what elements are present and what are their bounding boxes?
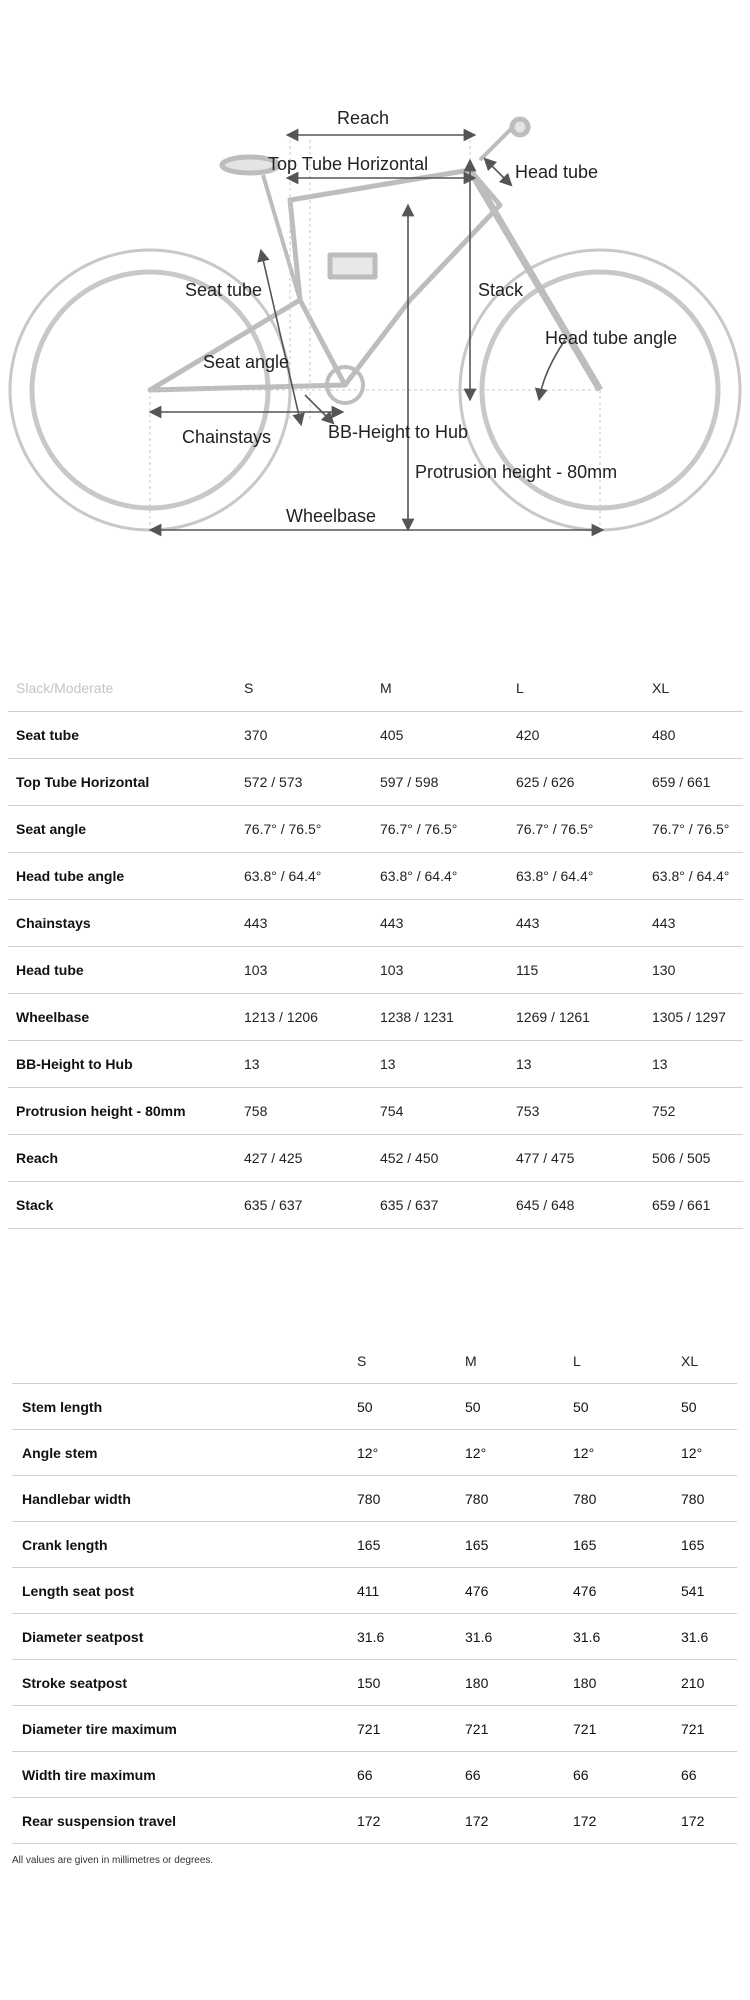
table-corner-label [12,1338,347,1384]
table-cell: 1269 / 1261 [508,994,644,1041]
row-label: Rear suspension travel [12,1798,347,1844]
table-cell: 572 / 573 [236,759,372,806]
table-cell: 443 [644,900,743,947]
table-cell: 76.7° / 76.5° [236,806,372,853]
table-cell: 597 / 598 [372,759,508,806]
table-cell: 12° [347,1430,455,1476]
table-cell: 480 [644,712,743,759]
table-cell: 452 / 450 [372,1135,508,1182]
table-cell: 115 [508,947,644,994]
label-bb-height-to-hub: BB-Height to Hub [328,422,469,442]
table-cell: 753 [508,1088,644,1135]
table-cell: 443 [508,900,644,947]
table-row [8,1041,743,1088]
table-cell: 411 [347,1568,455,1614]
table-cell: 63.8° / 64.4° [236,853,372,900]
table-row [12,1522,737,1568]
table-cell: 405 [372,712,508,759]
table-cell: 50 [563,1384,671,1430]
table-cell: 635 / 637 [372,1182,508,1229]
table-cell: 758 [236,1088,372,1135]
table-cell: 76.7° / 76.5° [372,806,508,853]
table-cell: 63.8° / 64.4° [372,853,508,900]
table-cell: 150 [347,1660,455,1706]
table-cell: 165 [563,1522,671,1568]
row-label: Stack [8,1182,236,1229]
table-cell: 506 / 505 [644,1135,743,1182]
row-label: Reach [8,1135,236,1182]
table-cell: 50 [347,1384,455,1430]
label-seat-angle: Seat angle [203,352,290,372]
table-cell: 420 [508,712,644,759]
table-header-row [12,1338,737,1384]
size-header-s: S [236,665,372,712]
table-cell: 752 [644,1088,743,1135]
table-cell: 721 [671,1706,737,1752]
row-label: Stroke seatpost [12,1660,347,1706]
table-cell: 635 / 637 [236,1182,372,1229]
table-cell: 63.8° / 64.4° [508,853,644,900]
row-label: Head tube angle [8,853,236,900]
size-header-xl: XL [671,1338,737,1384]
table-cell: 721 [347,1706,455,1752]
size-header-m: M [455,1338,563,1384]
table-cell: 476 [563,1568,671,1614]
size-header-m: M [372,665,508,712]
table-cell: 13 [372,1041,508,1088]
table-corner-label: Slack/Moderate [8,665,236,712]
table-cell: 103 [236,947,372,994]
label-protrusion-height: Protrusion height - 80mm [415,462,618,482]
table-row [8,900,743,947]
label-top-tube-horizontal: Top Tube Horizontal [268,154,429,174]
bike-geometry-diagram [0,0,750,560]
table-cell: 427 / 425 [236,1135,372,1182]
label-reach: Reach [337,108,390,128]
table-cell: 780 [671,1476,737,1522]
row-label: Head tube [8,947,236,994]
table-cell: 625 / 626 [508,759,644,806]
label-stack: Stack [478,280,524,300]
table-cell: 1305 / 1297 [644,994,743,1041]
table-cell: 12° [563,1430,671,1476]
table-cell: 66 [455,1752,563,1798]
table-cell: 443 [236,900,372,947]
table-cell: 476 [455,1568,563,1614]
row-label: Stem length [12,1384,347,1430]
table-cell: 31.6 [671,1614,737,1660]
row-label: Angle stem [12,1430,347,1476]
table-cell: 541 [671,1568,737,1614]
table-cell: 50 [671,1384,737,1430]
table-cell: 659 / 661 [644,1182,743,1229]
components-table [12,1338,737,1844]
table-row [12,1660,737,1706]
table-cell: 50 [455,1384,563,1430]
row-label: Chainstays [8,900,236,947]
table-cell: 31.6 [563,1614,671,1660]
table-cell: 31.6 [347,1614,455,1660]
table-cell: 210 [671,1660,737,1706]
row-label: Width tire maximum [12,1752,347,1798]
table-cell: 172 [671,1798,737,1844]
table-cell: 1238 / 1231 [372,994,508,1041]
table-cell: 165 [347,1522,455,1568]
size-header-l: L [563,1338,671,1384]
row-label: Diameter tire maximum [12,1706,347,1752]
row-label: Wheelbase [8,994,236,1041]
table-cell: 180 [563,1660,671,1706]
table-cell: 172 [347,1798,455,1844]
label-wheelbase: Wheelbase [286,506,377,526]
table-row [12,1752,737,1798]
table-cell: 645 / 648 [508,1182,644,1229]
table-cell: 13 [236,1041,372,1088]
table-cell: 12° [671,1430,737,1476]
row-label: Protrusion height - 80mm [8,1088,236,1135]
table-cell: 172 [563,1798,671,1844]
table-cell: 66 [347,1752,455,1798]
table-cell: 103 [372,947,508,994]
table-cell: 477 / 475 [508,1135,644,1182]
label-seat-tube: Seat tube [185,280,263,300]
table-cell: 165 [671,1522,737,1568]
table-cell: 1213 / 1206 [236,994,372,1041]
table-row [12,1706,737,1752]
table-row [12,1798,737,1844]
table-row [12,1568,737,1614]
row-label: Handlebar width [12,1476,347,1522]
table-cell: 780 [455,1476,563,1522]
table-row [12,1476,737,1522]
table-cell: 130 [644,947,743,994]
label-head-tube-angle: Head tube angle [545,328,678,348]
table-row [8,1135,743,1182]
table-row [12,1430,737,1476]
row-label: Diameter seatpost [12,1614,347,1660]
table-cell: 13 [644,1041,743,1088]
table-cell: 370 [236,712,372,759]
table-cell: 31.6 [455,1614,563,1660]
table-row [8,712,743,759]
geometry-table [8,665,743,1229]
table-header-row [8,665,743,712]
label-head-tube: Head tube [515,162,599,182]
table-cell: 721 [455,1706,563,1752]
table-row [8,806,743,853]
row-label: Seat angle [8,806,236,853]
table-cell: 13 [508,1041,644,1088]
table-cell: 754 [372,1088,508,1135]
size-header-s: S [347,1338,455,1384]
table-row [8,947,743,994]
table-cell: 780 [347,1476,455,1522]
table-cell: 172 [455,1798,563,1844]
row-label: BB-Height to Hub [8,1041,236,1088]
table-cell: 180 [455,1660,563,1706]
table-cell: 66 [563,1752,671,1798]
row-label: Crank length [12,1522,347,1568]
units-footnote: All values are given in millimetres or degrees. [12,1855,214,1866]
row-label: Seat tube [8,712,236,759]
table-row [8,1088,743,1135]
size-header-xl: XL [644,665,743,712]
table-row [8,853,743,900]
size-header-l: L [508,665,644,712]
table-cell: 12° [455,1430,563,1476]
table-cell: 780 [563,1476,671,1522]
table-cell: 721 [563,1706,671,1752]
table-cell: 76.7° / 76.5° [644,806,743,853]
table-cell: 76.7° / 76.5° [508,806,644,853]
table-cell: 165 [455,1522,563,1568]
table-cell: 443 [372,900,508,947]
label-chainstays: Chainstays [182,427,272,447]
row-label: Length seat post [12,1568,347,1614]
table-row [12,1384,737,1430]
table-row [8,1182,743,1229]
table-row [12,1614,737,1660]
table-cell: 63.8° / 64.4° [644,853,743,900]
table-row [8,759,743,806]
table-row [8,994,743,1041]
table-cell: 659 / 661 [644,759,743,806]
table-cell: 66 [671,1752,737,1798]
row-label: Top Tube Horizontal [8,759,236,806]
